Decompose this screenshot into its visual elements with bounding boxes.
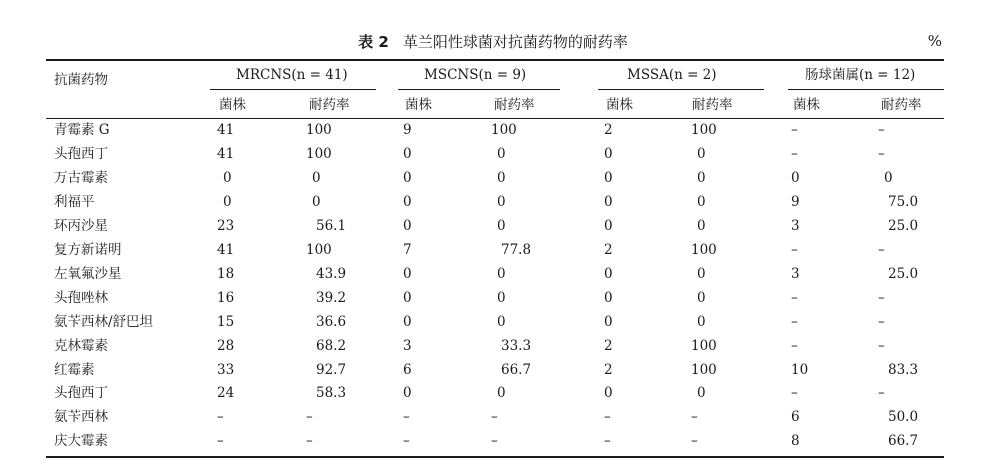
- strain-count-cell: 0: [403, 218, 412, 234]
- strain-count-cell: 0: [604, 290, 613, 306]
- drug-column-header: 抗菌药物: [54, 72, 108, 88]
- strain-count-cell: 0: [403, 266, 412, 282]
- drug-name: 利福平: [54, 194, 95, 210]
- strain-count-cell: 0: [403, 314, 412, 330]
- subheader-strain: 菌株: [606, 97, 633, 113]
- strain-count-cell: 18: [217, 266, 235, 282]
- resistance-rate-cell: –: [878, 385, 885, 401]
- resistance-rate-cell: 66.7: [888, 433, 919, 449]
- strain-count-cell: 41: [217, 146, 235, 162]
- strain-count-cell: 0: [604, 218, 613, 234]
- strain-count-cell: 7: [403, 242, 412, 258]
- resistance-rate-cell: 33.3: [501, 338, 532, 354]
- header-rule: [46, 118, 944, 119]
- resistance-rate-cell: 83.3: [888, 362, 919, 378]
- resistance-rate-cell: 68.2: [316, 338, 347, 354]
- resistance-rate-cell: 0: [697, 266, 706, 282]
- strain-count-cell: 0: [403, 146, 412, 162]
- drug-name: 庆大霉素: [54, 433, 108, 449]
- resistance-rate-cell: 0: [497, 290, 506, 306]
- group-header-mssa: MSSA(n = 2): [627, 67, 717, 83]
- top-rule: [46, 59, 944, 61]
- drug-name: 左氧氟沙星: [54, 266, 122, 282]
- strain-count-cell: –: [791, 290, 798, 306]
- resistance-rate-cell: –: [878, 146, 885, 162]
- resistance-rate-cell: 25.0: [888, 218, 919, 234]
- strain-count-cell: –: [791, 242, 798, 258]
- strain-count-cell: –: [604, 409, 611, 425]
- resistance-rate-cell: –: [691, 433, 698, 449]
- resistance-rate-cell: 77.8: [501, 242, 532, 258]
- strain-count-cell: 41: [217, 122, 235, 138]
- strain-count-cell: 0: [403, 290, 412, 306]
- resistance-rate-cell: 100: [691, 242, 717, 258]
- resistance-rate-cell: 25.0: [888, 266, 919, 282]
- strain-count-cell: 2: [604, 122, 613, 138]
- resistance-rate-cell: 0: [697, 218, 706, 234]
- strain-count-cell: 8: [791, 433, 800, 449]
- resistance-rate-cell: –: [491, 433, 498, 449]
- strain-count-cell: 9: [403, 122, 412, 138]
- resistance-rate-cell: 0: [497, 266, 506, 282]
- subheader-rate: 耐药率: [881, 97, 922, 113]
- resistance-rate-cell: –: [878, 242, 885, 258]
- strain-count-cell: 2: [604, 362, 613, 378]
- strain-count-cell: 23: [217, 218, 235, 234]
- strain-count-cell: 0: [604, 170, 613, 186]
- resistance-rate-cell: 43.9: [316, 266, 347, 282]
- resistance-rate-cell: 92.7: [316, 362, 347, 378]
- subheader-rate: 耐药率: [494, 97, 535, 113]
- drug-name: 复方新诺明: [54, 242, 122, 258]
- resistance-rate-cell: –: [691, 409, 698, 425]
- resistance-rate-cell: 100: [691, 122, 717, 138]
- resistance-rate-cell: 100: [306, 242, 332, 258]
- strain-count-cell: –: [791, 338, 798, 354]
- resistance-rate-cell: 0: [697, 194, 706, 210]
- strain-count-cell: 0: [604, 146, 613, 162]
- strain-count-cell: 0: [403, 194, 412, 210]
- resistance-rate-cell: 0: [884, 170, 893, 186]
- strain-count-cell: 0: [223, 170, 232, 186]
- resistance-rate-cell: 100: [491, 122, 517, 138]
- drug-name: 万古霉素: [54, 170, 108, 186]
- strain-count-cell: –: [403, 433, 410, 449]
- strain-count-cell: –: [791, 122, 798, 138]
- strain-count-cell: 15: [217, 314, 235, 330]
- drug-name: 头孢西丁: [54, 385, 108, 401]
- resistance-rate-cell: 0: [697, 170, 706, 186]
- resistance-rate-cell: –: [878, 290, 885, 306]
- drug-name: 环丙沙星: [54, 218, 108, 234]
- subheader-strain: 菌株: [219, 97, 246, 113]
- group-header-enterococcus: 肠球菌属(n = 12): [805, 67, 916, 83]
- strain-count-cell: 33: [217, 362, 235, 378]
- subheader-strain: 菌株: [793, 97, 820, 113]
- unit-label: %: [927, 32, 942, 50]
- resistance-rate-cell: 0: [697, 385, 706, 401]
- table-title: 革兰阳性球菌对抗菌药物的耐药率: [402, 33, 628, 51]
- strain-count-cell: 2: [604, 242, 613, 258]
- strain-count-cell: –: [604, 433, 611, 449]
- table-title-line: [0, 31, 986, 53]
- resistance-rate-cell: 58.3: [316, 385, 347, 401]
- strain-count-cell: 0: [604, 266, 613, 282]
- resistance-rate-cell: –: [306, 409, 313, 425]
- resistance-rate-cell: 56.1: [316, 218, 347, 234]
- resistance-rate-cell: 0: [497, 146, 506, 162]
- resistance-rate-cell: 0: [497, 218, 506, 234]
- resistance-rate-cell: 100: [306, 146, 332, 162]
- strain-count-cell: 0: [604, 194, 613, 210]
- resistance-rate-cell: 0: [497, 170, 506, 186]
- resistance-rate-cell: 66.7: [501, 362, 532, 378]
- strain-count-cell: 0: [403, 385, 412, 401]
- table-caption: [0, 31, 986, 55]
- strain-count-cell: –: [791, 314, 798, 330]
- strain-count-cell: 0: [604, 385, 613, 401]
- strain-count-cell: 3: [791, 266, 800, 282]
- group-header-mscns: MSCNS(n = 9): [424, 67, 527, 83]
- subheader-strain: 菌株: [405, 97, 432, 113]
- resistance-rate-cell: 50.0: [888, 409, 919, 425]
- strain-count-cell: 0: [604, 314, 613, 330]
- resistance-rate-cell: –: [306, 433, 313, 449]
- strain-count-cell: –: [791, 146, 798, 162]
- resistance-rate-cell: –: [878, 338, 885, 354]
- drug-name: 头孢唑林: [54, 290, 108, 306]
- strain-count-cell: 9: [791, 194, 800, 210]
- strain-count-cell: 28: [217, 338, 235, 354]
- group-underline-mrcns: [210, 89, 376, 90]
- resistance-rate-cell: 0: [497, 194, 506, 210]
- resistance-rate-cell: 0: [497, 385, 506, 401]
- resistance-rate-cell: 100: [691, 338, 717, 354]
- strain-count-cell: 0: [223, 194, 232, 210]
- strain-count-cell: 3: [403, 338, 412, 354]
- drug-name: 青霉素 G: [54, 122, 110, 138]
- resistance-rate-cell: 36.6: [316, 314, 347, 330]
- strain-count-cell: 3: [791, 218, 800, 234]
- drug-name: 氨苄西林/舒巴坦: [54, 314, 154, 330]
- strain-count-cell: 6: [403, 362, 412, 378]
- resistance-rate-cell: –: [878, 122, 885, 138]
- strain-count-cell: 41: [217, 242, 235, 258]
- strain-count-cell: –: [217, 433, 224, 449]
- strain-count-cell: –: [791, 385, 798, 401]
- resistance-rate-cell: 0: [697, 314, 706, 330]
- strain-count-cell: 10: [791, 362, 809, 378]
- strain-count-cell: 24: [217, 385, 235, 401]
- group-underline-enterococcus: [788, 89, 944, 90]
- group-underline-mscns: [398, 89, 560, 90]
- group-header-mrcns: MRCNS(n = 41): [236, 67, 348, 83]
- resistance-rate-cell: –: [878, 314, 885, 330]
- resistance-rate-cell: –: [491, 409, 498, 425]
- drug-name: 氨苄西林: [54, 409, 108, 425]
- resistance-rate-cell: 0: [697, 146, 706, 162]
- resistance-rate-cell: 0: [497, 314, 506, 330]
- bottom-rule: [46, 456, 944, 458]
- drug-name: 克林霉素: [54, 338, 108, 354]
- resistance-rate-cell: 39.2: [316, 290, 347, 306]
- strain-count-cell: –: [403, 409, 410, 425]
- strain-count-cell: 6: [791, 409, 800, 425]
- resistance-rate-cell: 0: [697, 290, 706, 306]
- strain-count-cell: 0: [791, 170, 800, 186]
- table-number: 表 2: [358, 33, 389, 51]
- strain-count-cell: –: [217, 409, 224, 425]
- strain-count-cell: 16: [217, 290, 235, 306]
- strain-count-cell: 0: [403, 170, 412, 186]
- group-underline-mssa: [598, 89, 764, 90]
- resistance-rate-cell: 100: [691, 362, 717, 378]
- strain-count-cell: 2: [604, 338, 613, 354]
- resistance-rate-cell: 75.0: [888, 194, 919, 210]
- resistance-rate-cell: 0: [312, 170, 321, 186]
- subheader-rate: 耐药率: [692, 97, 733, 113]
- subheader-rate: 耐药率: [309, 97, 350, 113]
- resistance-rate-cell: 0: [312, 194, 321, 210]
- drug-name: 红霉素: [54, 362, 95, 378]
- resistance-rate-cell: 100: [306, 122, 332, 138]
- drug-name: 头孢西丁: [54, 146, 108, 162]
